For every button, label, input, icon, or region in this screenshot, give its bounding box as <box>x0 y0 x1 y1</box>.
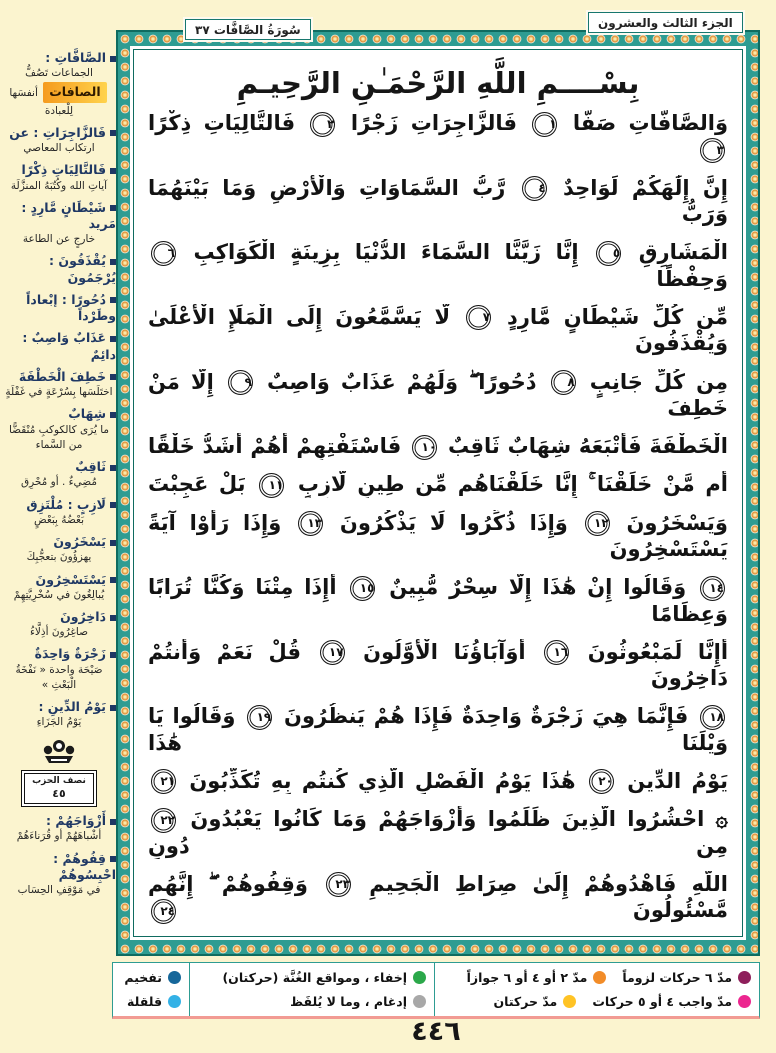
glossary-entry <box>2 369 116 400</box>
ayah-number-badge: ١٢ <box>585 511 610 536</box>
quran-line: إِنَّ إِلَٰهَكُمْ لَوَاحِدٌ ٤ رَّبُّ السَّمَاوَاتِ وَالْأَرْضِ وَمَا بَيْنَهُمَا وَرَبُّ <box>148 175 728 227</box>
ayah-number-badge: ٥ <box>596 241 621 266</box>
legend-item <box>124 970 181 985</box>
glossary-term: دُحُورًا : إبْعاداً وطَرْداً <box>26 291 116 324</box>
glossary-definition: اختَلَسَها بِسُرْعَةٍ في غَفْلَةٍ <box>5 386 113 399</box>
glossary-definition: ما يُرَى كالكوكبِ مُنْقَضًّا من السَّماء <box>8 423 110 451</box>
glossary-definition: أشْباهَهُمْ أو قُرَناءَهُمْ <box>16 830 102 843</box>
ayah-number-badge: ١٨ <box>700 705 725 730</box>
quran-line: ١٤ وَقَالُوا إِنْ هَٰذَا إِلَّا سِحْرٌ مُّبِينٌ ١٥ أَإِذَا مِتْنَا وَكُنَّا تُرَابًا وَعِظَامًا <box>148 575 728 626</box>
glossary-definition: يهزؤُونَ بتعجُّبِكَ <box>26 551 92 564</box>
legend-item <box>467 970 607 985</box>
ayah-number-badge: ١٠ <box>412 435 437 460</box>
square-bullet-icon <box>110 336 116 342</box>
square-bullet-icon <box>110 297 116 303</box>
juz-title-label: الجزء الثالث والعشرون <box>598 15 733 30</box>
glossary-entry <box>2 646 116 693</box>
glossary-term: ثَاقِبٌ <box>2 459 116 475</box>
hizb-label: نصف الحزب <box>32 775 86 786</box>
glossary-entry <box>2 851 116 899</box>
ayah-number-badge: ٢٤ <box>151 899 176 924</box>
ayah-number-badge: ١٥ <box>350 576 375 601</box>
legend-item-label: قلقلة <box>127 993 162 1009</box>
legend-item <box>290 994 426 1009</box>
quran-line: مِن كُلِّ جَانِبٍ ٨ دُحُورًا ۖ وَلَهُمْ عَذَابٌ وَاصِبٌ ٩ إِلَّا مَنْ خَطِفَ <box>148 369 728 420</box>
quran-line: الْمَشَارِقِ ٥ إِنَّا زَيَّنَّا السَّمَاءَ الدُّنْيَا بِزِينَةٍ الْكَوَاكِبِ ٦ وَحِفْظًا <box>148 239 728 292</box>
ayah-number-badge: ١١ <box>259 473 284 498</box>
glossary-definition: صَيْحَة واحدة « نَفْخَةُ الْبَعْثِ » <box>15 663 103 691</box>
glossary-term: الصَّافَّاتِ : <box>2 50 116 66</box>
square-bullet-icon <box>110 652 116 658</box>
quran-line: أَم مَّنْ خَلَقْنَا ۚ إِنَّا خَلَقْنَاهُم مِّن طِينٍ لَّازِبٍ ١١ بَلْ عَجِبْتَ <box>148 472 728 497</box>
legend-item-label: إخفاء ، ومواقع الغُنَّة (حركتان) <box>222 970 407 986</box>
glossary-entry <box>2 50 116 119</box>
square-bullet-icon <box>110 412 116 418</box>
ayah-number-badge: ٢ <box>310 112 335 137</box>
surah-title-cartouche <box>185 19 311 40</box>
square-bullet-icon <box>110 56 116 62</box>
glossary-term: خَطِفَ الْخَطْفَةَ <box>2 369 116 385</box>
glossary-entry <box>2 813 116 844</box>
glossary-definition: في مَوْقِفِ الحِسَاب <box>17 884 101 897</box>
page-number: ٤٤٦ <box>411 1016 461 1047</box>
glossary-term: يَسْخَرُونَ <box>2 534 116 550</box>
glossary-term: عَذَابٌ وَاصِبٌ : دائِمٌ <box>22 330 116 362</box>
glossary-entries-before <box>2 50 116 731</box>
ayah-number-badge: ١٧ <box>320 640 345 665</box>
square-bullet-icon <box>110 615 116 621</box>
ayah-number-badge: ٢٢ <box>151 808 176 833</box>
legend-item <box>493 994 576 1009</box>
glossary-definition: يُبالِغُونَ في سُخْرِيَّتِهِمْ <box>13 588 105 601</box>
legend-row <box>198 994 426 1009</box>
legend-row <box>121 970 181 985</box>
legend-item <box>592 994 751 1009</box>
glossary-definition: ارتكاب المعاصي <box>23 142 95 155</box>
glossary-term: يُقْذَفُونَ : يُرْجَمُونَ <box>49 253 116 285</box>
juz-title-cartouche <box>588 12 743 33</box>
legend-color-dot-icon <box>593 971 606 984</box>
legend-row <box>198 970 426 985</box>
glossary-definition: بَعْضُهُ بِبَعْضٍ <box>33 513 85 526</box>
surah-name-highlight-chip: الصافات <box>43 82 106 102</box>
glossary-term: شِهَابٌ <box>2 406 116 422</box>
hizb-ornament-icon <box>39 739 79 765</box>
ayah-number-badge: ٤ <box>522 176 547 201</box>
legend-color-dot-icon <box>168 995 181 1008</box>
legend-item-label: مدّ ٦ حركات لزوماً <box>622 970 732 986</box>
quran-line: أَإِنَّا لَمَبْعُوثُونَ ١٦ أَوَآبَاؤُنَا الْأَوَّلُونَ ١٧ قُلْ نَعَمْ وَأَنتُمْ دَاخِرُونَ <box>148 639 728 691</box>
legend-item <box>222 970 426 985</box>
glossary-entry <box>2 572 116 603</box>
square-bullet-icon <box>110 856 116 862</box>
legend-color-dot-icon <box>168 971 181 984</box>
quran-line: مِّن كُلِّ شَيْطَانٍ مَّارِدٍ ٧ لَّا يَسَّمَّعُونَ إِلَى الْمَلَإِ الْأَعْلَىٰ وَيُقْذَفُونَ <box>148 304 728 356</box>
glossary-entry <box>2 534 116 565</box>
square-bullet-icon <box>110 540 116 546</box>
ayah-number-badge: ٣ <box>700 138 725 163</box>
glossary-term: لَازِبٍ : مُلْتَزِق <box>2 497 116 513</box>
glossary-term: زَجْرَةٌ وَاحِدَةٌ <box>2 646 116 662</box>
legend-row <box>443 970 751 985</box>
glossary-entry <box>2 497 116 528</box>
glossary-term: قِفُوهُمْ : احْبِسُوهُمْ <box>53 850 116 882</box>
ayah-number-badge: ٨ <box>551 370 576 395</box>
legend-color-dot-icon <box>413 971 426 984</box>
quran-line: وَالصَّافَّاتِ صَفًّا ١ فَالزَّاجِرَاتِ زَجْرًا ٢ فَالتَّالِيَاتِ ذِكْرًا ٣ <box>148 110 728 163</box>
glossary-sidebar <box>2 50 116 904</box>
legend-color-dot-icon <box>413 995 426 1008</box>
glossary-definition: صاغِرُونَ أذِلَّاءُ <box>29 626 89 639</box>
glossary-definition: مُضِيءٌ . أو مُحْرِق <box>20 476 98 489</box>
square-bullet-icon <box>110 374 116 380</box>
quran-line: يَوْمُ الدِّينِ ٢٠ هَٰذَا يَوْمُ الْفَصْلِ الَّذِي كُنتُم بِهِ تُكَذِّبُونَ ٢١ <box>148 768 728 795</box>
glossary-term: فَالتَّالِيَاتِ ذِكْرًا <box>2 162 116 178</box>
glossary-term: دَاخِرُونَ <box>2 609 116 625</box>
square-bullet-icon <box>110 259 116 265</box>
bismillah: بِسْــــمِ اللَّهِ الرَّحْمَـٰنِ الرَّحِيـمِ <box>236 66 640 100</box>
square-bullet-icon <box>110 577 116 583</box>
ayah-number-badge: ٩ <box>228 370 253 395</box>
legend-column <box>189 963 434 1016</box>
quran-text-area <box>133 49 743 937</box>
quran-line: الْخَطْفَةَ فَأَتْبَعَهُ شِهَابٌ ثَاقِبٌ ١٠ فَاسْتَفْتِهِمْ أَهُمْ أَشَدُّ خَلْقًا <box>148 434 728 459</box>
ayah-number-badge: ٢١ <box>151 769 176 794</box>
ayah-number-badge: ١ <box>532 112 557 137</box>
quran-line: ١٨ فَإِنَّمَا هِيَ زَجْرَةٌ وَاحِدَةٌ فَإِذَا هُمْ يَنظُرُونَ ١٩ وَقَالُوا يَا وَيْلَنَا هَٰذَا <box>148 704 728 755</box>
glossary-entries-after <box>2 813 116 898</box>
legend-item-label: مدّ واجب ٤ أو ٥ حركات <box>592 993 732 1009</box>
glossary-entry <box>2 292 116 325</box>
legend-item-label: تفخيم <box>124 970 162 986</box>
square-bullet-icon <box>110 168 116 174</box>
square-bullet-icon <box>110 502 116 508</box>
glossary-entry <box>2 200 116 248</box>
ayah-number-badge: ٧ <box>466 305 491 330</box>
glossary-entry <box>2 459 116 490</box>
hizb-number: ٤٥ <box>52 786 66 800</box>
glossary-term: أَزْوَاجَهُمْ : <box>2 813 116 829</box>
surah-title-label: سُورَةُ الصَّافَّات ٣٧ <box>195 22 301 37</box>
quran-line: وَيَسْخَرُونَ ١٢ وَإِذَا ذُكِّرُوا لَا يَذْكُرُونَ ١٣ وَإِذَا رَأَوْا آيَةً يَسْتَسْخِرُونَ <box>148 510 728 562</box>
legend-item-label: إدغام ، وما لا يُلفَظ <box>290 993 407 1009</box>
tajweed-legend <box>112 962 760 1019</box>
ayah-number-badge: ١٦ <box>544 640 569 665</box>
legend-item-label: مدّ ٢ أو ٤ أو ٦ جوازاً <box>466 970 588 986</box>
glossary-definition: خارجٍ عن الطاعة <box>22 233 96 246</box>
ayah-number-badge: ١٩ <box>247 705 272 730</box>
glossary-entry <box>2 162 116 193</box>
legend-item <box>622 970 751 985</box>
glossary-entry <box>2 699 116 730</box>
glossary-definition: آياتِ الله وكُتُبَهُ المنزَّلَة <box>10 179 108 192</box>
hizb-marker <box>2 739 116 805</box>
glossary-definition: يَوْمُ الجَزَاءِ <box>36 716 82 729</box>
square-bullet-icon <box>110 465 116 471</box>
glossary-term: شَيْطَانٍ مَّارِدٍ : مَريد <box>21 199 116 231</box>
legend-color-dot-icon <box>738 971 751 984</box>
glossary-entry <box>2 253 116 286</box>
square-bullet-icon <box>110 130 116 136</box>
square-bullet-icon <box>110 819 116 825</box>
glossary-term: يَسْتَسْخِرُونَ <box>2 572 116 588</box>
legend-color-dot-icon <box>738 995 751 1008</box>
legend-row <box>121 994 181 1009</box>
glossary-definition: الجماعات تَصُفُّ الصافات أنفسَها لِلْعبادة <box>2 66 116 119</box>
ayah-number-badge: ٢٣ <box>326 872 351 897</box>
square-bullet-icon <box>110 205 116 211</box>
decorative-border-frame <box>116 30 760 956</box>
legend-color-dot-icon <box>563 995 576 1008</box>
ayah-number-badge: ٢٠ <box>589 769 614 794</box>
glossary-entry <box>2 406 116 453</box>
ayah-number-badge: ٦ <box>151 241 176 266</box>
glossary-term: فَالزَّاجِرَاتِ : عن <box>2 125 116 141</box>
glossary-term: يَوْمُ الدِّينِ : <box>2 699 116 715</box>
quran-line: ۞ احْشُرُوا الَّذِينَ ظَلَمُوا وَأَزْوَاجَهُمْ وَمَا كَانُوا يَعْبُدُونَ ٢٢ مِن دُونِ <box>148 807 728 858</box>
ayah-number-badge: ١٣ <box>298 511 323 536</box>
legend-row <box>443 994 751 1009</box>
square-bullet-icon <box>110 705 116 711</box>
glossary-entry <box>2 609 116 640</box>
hizb-label-box <box>24 773 94 805</box>
quran-lines <box>148 106 728 924</box>
quran-line: اللَّهِ فَاهْدُوهُمْ إِلَىٰ صِرَاطِ الْجَحِيمِ ٢٣ وَقِفُوهُمْ ۖ إِنَّهُم مَّسْئُولُونَ ٢٤ <box>148 871 728 923</box>
glossary-entry <box>2 125 116 156</box>
legend-column <box>434 963 759 1016</box>
legend-column <box>113 963 189 1016</box>
legend-item-label: مدّ حركتان <box>493 993 558 1009</box>
glossary-entry <box>2 330 116 363</box>
ayah-number-badge: ١٤ <box>700 576 725 601</box>
legend-item <box>127 994 181 1009</box>
